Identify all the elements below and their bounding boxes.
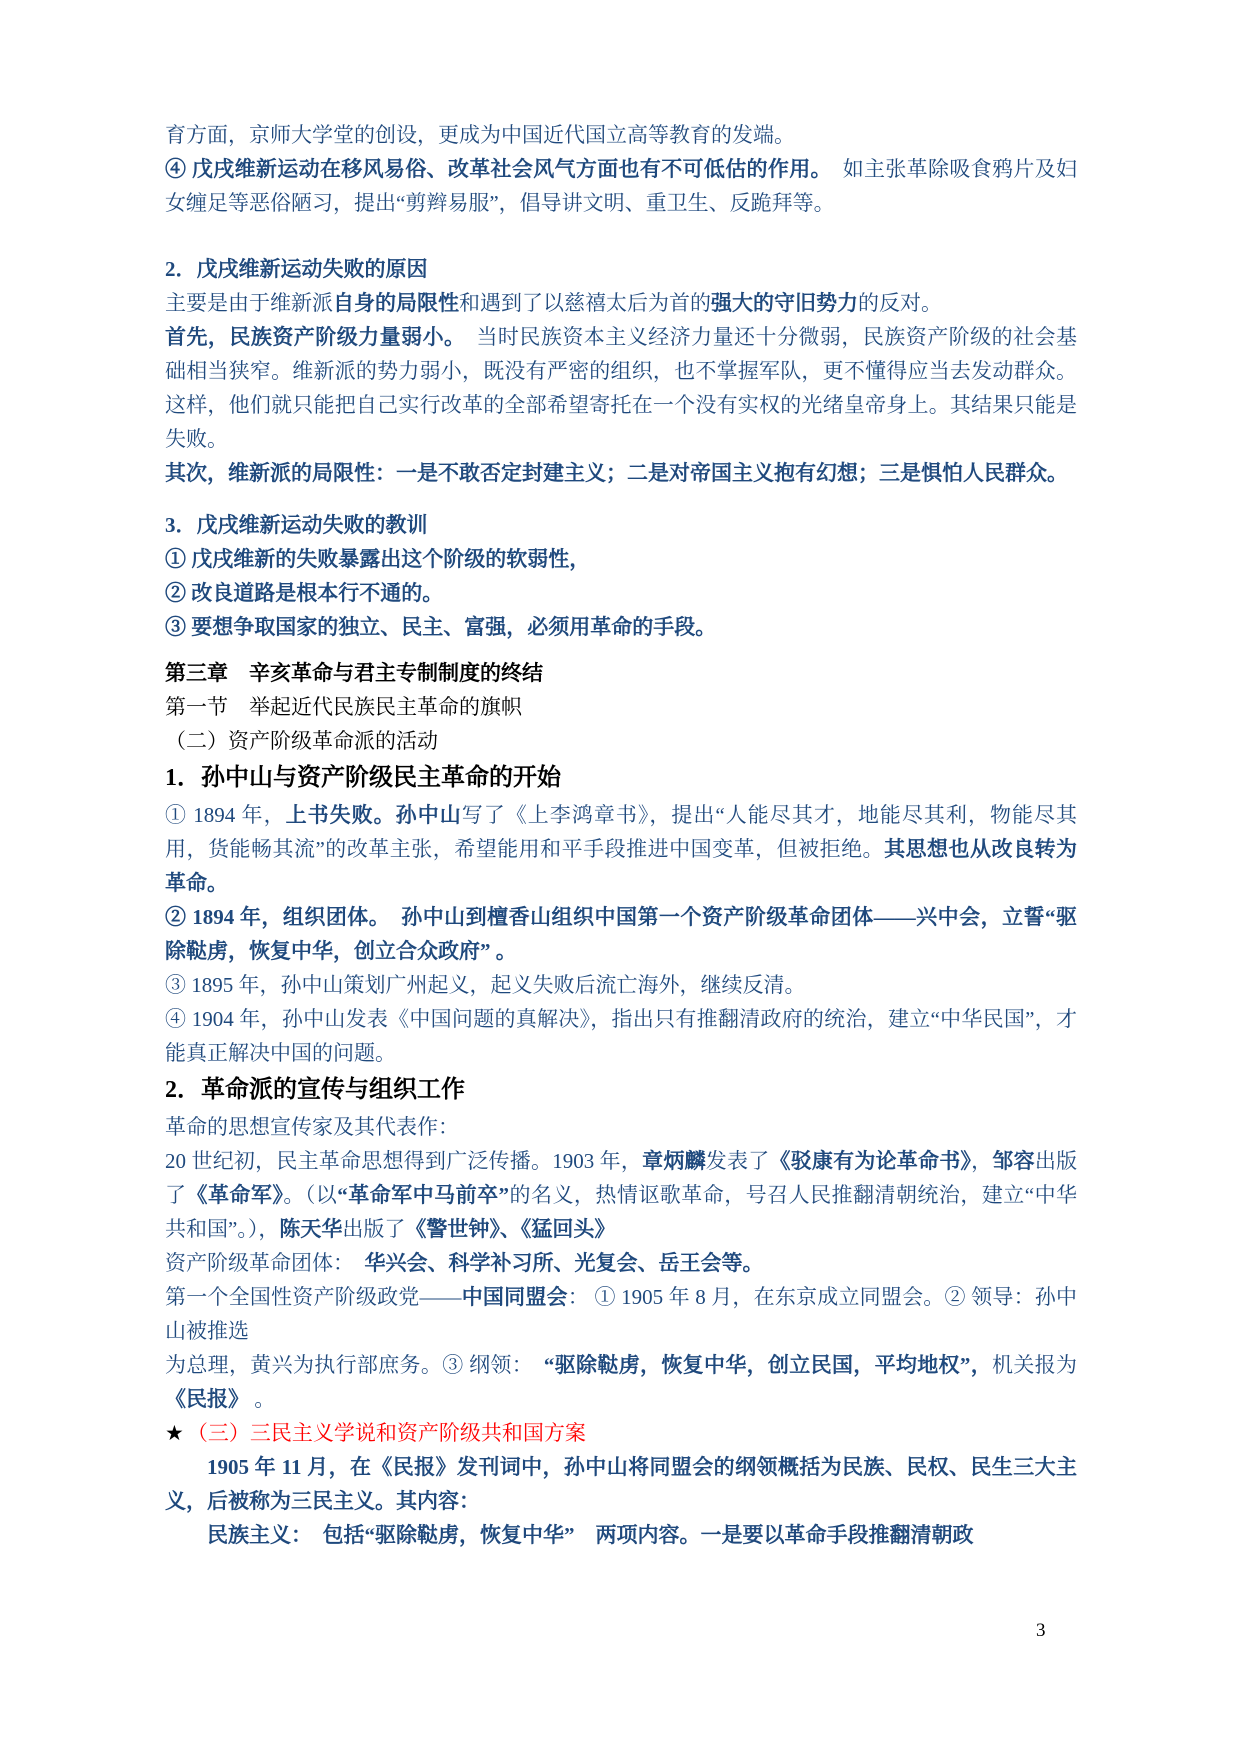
page-number: 3: [1036, 1620, 1046, 1641]
text-segment: 首先，民族资产阶级力量弱小。: [165, 325, 455, 349]
text-segment: 育方面，京师大学堂的创设，更成为中国近代国立高等教育的发端。: [165, 123, 795, 147]
text-segment: 3．戊戌维新运动失败的教训: [165, 513, 428, 537]
text-segment: 如主张革除吸食鸦片及妇女缠足等恶俗陋习，提出“剪辫易服”，倡导讲文明、重卫生、反跪拜等。: [165, 157, 1078, 215]
text-segment: ④ 戊戌维新运动在移风易俗、改革社会风气方面也有不可低估的作用。: [165, 157, 822, 181]
text-segment: ： ① 1905 年 8 月，在东京成立同盟会。② 领导：孙中山被推选: [165, 1285, 1078, 1343]
text-segment: 2．戊戌维新运动失败的原因: [165, 257, 428, 281]
text-segment: ① 1894 年，: [165, 803, 286, 827]
chapter-heading: [165, 656, 1077, 690]
list-item: [165, 542, 1077, 576]
text-segment: 20 世纪初，民主革命思想得到广泛传播。1903 年，: [165, 1149, 643, 1173]
paragraph: [165, 968, 1077, 1002]
section-heading: [165, 1070, 1077, 1110]
text-segment: ④ 1904 年，孙中山发表《中国问题的真解决》，指出只有推翻清政府的统治，建立“中华民国”，才能真正解决中国的问题。: [165, 1007, 1077, 1065]
text-segment: 《民报》: [165, 1387, 249, 1411]
numbered-heading: [165, 508, 1077, 542]
text-segment: 第一节 举起近代民族民主革命的旗帜: [165, 695, 522, 719]
paragraph: [165, 456, 1077, 490]
starred-heading: [165, 1416, 1077, 1450]
paragraph: [165, 1002, 1077, 1070]
text-segment: ① 戊戌维新的失败暴露出这个阶级的软弱性，: [165, 547, 591, 571]
text-segment: 上书失败。孙中山: [285, 803, 462, 827]
paragraph: [165, 1450, 1077, 1518]
star-icon: ★: [165, 1421, 184, 1445]
text-segment: ② 改良道路是根本行不通的。: [165, 581, 444, 605]
text-segment: 机关报为: [992, 1353, 1078, 1377]
text-segment: 邹容: [992, 1149, 1035, 1173]
text-segment: 民族主义： 包括“驱除鞑虏，恢复中华” 两项内容。一是要以革命手段推翻清朝政: [207, 1523, 974, 1547]
text-segment: 其次，维新派的局限性：一是不敢否定封建主义；二是对帝国主义抱有幻想；三是惧怕人民群众。: [165, 461, 1068, 485]
paragraph: [165, 1246, 1077, 1280]
text-segment: 资产阶级革命团体：: [165, 1251, 365, 1275]
paragraph: [165, 798, 1077, 900]
paragraph: [165, 1518, 1077, 1552]
subsection-title: [165, 724, 1077, 758]
text-segment: 。: [249, 1387, 276, 1411]
text-segment: ③ 要想争取国家的独立、民主、富强，必须用革命的手段。: [165, 615, 717, 639]
section-heading: [165, 758, 1077, 798]
paragraph: [165, 320, 1077, 456]
text-segment: 当时民族资本主义经济力量还十分微弱，民族资产阶级的社会基础相当狭窄。维新派的势力弱小，既没有严密的组织，也不掌握军队，更不懂得应当去发动群众。这样，他们就只能把自己实行改革的全部希望寄托在一个没有实权的光绪皇帝身上。其结果只能是失败。: [165, 325, 1077, 451]
text-segment: 中国同盟会: [461, 1285, 568, 1309]
text-segment: 写了《上李鸿章书》，提出“人能尽其才，地能尽其利，物能尽其用，货能畅其流”的改革主张，希望能用和平手段推进中国变革，但被拒绝。: [165, 803, 1078, 861]
text-segment: 第一个全国性资产阶级政党——: [165, 1285, 462, 1309]
text-segment: 出版了: [342, 1217, 406, 1241]
text-segment: （三）三民主义学说和资产阶级共和国方案: [186, 1421, 586, 1445]
text-segment: “革命军中马前卒”: [337, 1183, 510, 1207]
paragraph: [165, 1110, 1077, 1144]
paragraph: [165, 900, 1077, 968]
text-segment: （二）资产阶级革命派的活动: [165, 729, 438, 753]
text-segment: 《警世钟》、《猛回头》: [405, 1217, 616, 1241]
text-segment: 华兴会、科学补习所、光复会、岳王会等。: [364, 1251, 764, 1275]
text-segment: 2．革命派的宣传与组织工作: [165, 1077, 465, 1103]
text-segment: 为总理，黄兴为执行部庶务。③ 纲领：: [165, 1353, 544, 1377]
text-segment: 章炳麟: [642, 1149, 706, 1173]
text-segment: 强大的守旧势力: [711, 291, 858, 315]
section-title: [165, 690, 1077, 724]
text-segment: ② 1894 年，组织团体。 孙中山到檀香山组织中国第一个资产阶级革命团体——兴中会，立誓“驱除鞑虏，恢复中华，创立合众政府” 。: [165, 905, 1077, 963]
text-segment: 其思想也从改良转为革命。: [165, 837, 1077, 895]
text-segment: 《驳康有为论革命书》: [769, 1149, 972, 1173]
paragraph: [165, 1144, 1077, 1246]
paragraph: [165, 1280, 1077, 1348]
text-segment: 。（以: [283, 1183, 338, 1207]
text-segment: 和遇到了以慈禧太后为首的: [459, 291, 711, 315]
text-segment: 的反对。: [858, 291, 942, 315]
text-segment: 第三章 辛亥革命与君主专制制度的终结: [165, 661, 543, 685]
text-segment: 陈天华: [279, 1217, 343, 1241]
document-content: [165, 118, 1077, 1552]
text-segment: ，: [971, 1149, 993, 1173]
text-segment: 《革命军》: [186, 1183, 284, 1207]
paragraph: [165, 118, 1077, 152]
list-item: [165, 576, 1077, 610]
paragraph: [165, 1348, 1077, 1416]
text-segment: 的名义，热情讴歌革命，号召人民推翻清朝统治，建立“中华共和国”。），: [165, 1183, 1078, 1241]
text-segment: 发表了: [705, 1149, 770, 1173]
list-item: [165, 610, 1077, 644]
text-segment: 1905 年 11 月，在《民报》发刊词中，孙中山将同盟会的纲领概括为民族、民权、民生三大主义，后被称为三民主义。其内容：: [165, 1455, 1077, 1513]
text-segment: “驱除鞑虏，恢复中华，创立民国，平均地权”，: [543, 1353, 993, 1377]
numbered-heading: [165, 252, 1077, 286]
text-segment: 1．孙中山与资产阶级民主革命的开始: [165, 765, 561, 791]
paragraph: [165, 152, 1077, 220]
text-segment: 主要是由于维新派: [165, 291, 333, 315]
text-segment: 自身的局限性: [333, 291, 459, 315]
text-segment: ③ 1895 年，孙中山策划广州起义，起义失败后流亡海外，继续反清。: [165, 973, 806, 997]
text-segment: 出版了: [165, 1149, 1078, 1207]
paragraph: [165, 286, 1077, 320]
text-segment: 革命的思想宣传家及其代表作：: [165, 1115, 459, 1139]
